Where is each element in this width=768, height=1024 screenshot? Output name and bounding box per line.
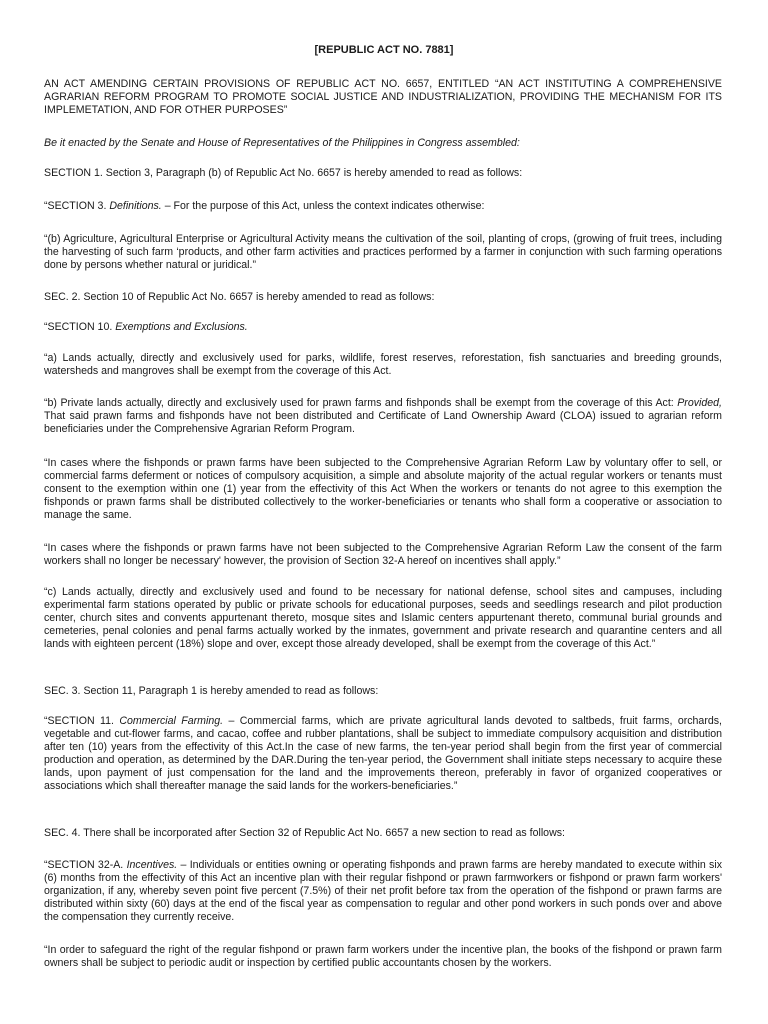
section-4: SEC. 4. There shall be incorporated after Section 32 of Republic Act No. 6657 a new section to read as follows: — [44, 827, 565, 839]
section-11-label: “SECTION 11. — [44, 715, 120, 727]
act-title: [REPUBLIC ACT NO. 7881] — [314, 44, 454, 56]
section-32a-safeguard: “In order to safeguard the right of the regular fishpond or prawn farm workers under the incentive plan, the books of the fishpond or prawn farm owners shall be subject to periodic audit or inspection by certified public accountants chosen by the workers. — [44, 944, 722, 969]
section-32a — [44, 859, 722, 924]
section-10-cases-subjected: “In cases where the fishponds or prawn farms have been subjected to the Comprehensive Agrarian Reform Law by voluntary offer to sell, or commercial farms deferment or notices of compulsory acquisition, a simple and absolute majority of the actual regular workers or tenants must consent to the exemption within one (1) year from the effectivity of this Act When the workers or tenants do not agree to this exemption the fishponds or prawn farms shall be distributed collectively to the worker-beneficiaries or tenants who shall form a cooperative or association to manage the same. — [44, 457, 722, 521]
section-32a-text: – Individuals or entities owning or operating fishponds and prawn farms are hereby mandated to execute within six (6) months from the effectivity of this Act an incentive plan with their regular fishpond or prawn farmworkers or fishpond or prawn farm workers' organization, if any, whereby seven point five percent (7.5%) of their net profit before tax from the operation of the fishpond or prawn farms are distributed within sixty (60) days at the end of the fiscal year as compensation to regular and other pond workers in such ponds over and above the compensation they currently receive. — [44, 859, 723, 923]
section-3-paragraph-b: “(b) Agriculture, Agricultural Enterprise or Agricultural Activity means the cultivation of the soil, planting of crops, (growing of fruit trees, including the harvesting of such farm ‘products, and other farm activities and practices performed by a farmer in conjunction with such farming operations done by persons whether natural or juridical.” — [44, 233, 722, 271]
section-10-b-provided: Provided, — [677, 397, 722, 409]
section-10-paragraph-b — [44, 397, 722, 436]
section-3-title: Definitions. — [109, 200, 162, 212]
section-32a-title: Incentives. — [126, 859, 178, 871]
section-3-amendment: SEC. 3. Section 11, Paragraph 1 is hereby amended to read as follows: — [44, 685, 379, 697]
section-3-heading — [44, 200, 722, 213]
section-10-paragraph-c: “c) Lands actually, directly and exclusively used and found to be necessary for national defense, school sites and campuses, including experimental farm stations operated by public or private schools for educational purposes, seeds and seedlings research and pilot production center, church sites and convents appurtenant thereto, mosque sites and Islamic centers appurtenant thereto, communal burial grounds and cemeteries, penal colonies and penal farms actually worked by the inmates, government and private research and quarantine centers and all lands with eighteen percent (18%) slope and over, except those already developed, shall be exempt from the coverage of this Act.” — [44, 586, 722, 650]
section-1: SECTION 1. Section 3, Paragraph (b) of Republic Act No. 6657 is hereby amended to read as follows: — [44, 167, 523, 179]
act-heading: AN ACT AMENDING CERTAIN PROVISIONS OF REPUBLIC ACT NO. 6657, ENTITLED “AN ACT INSTITUTING A COMPREHENSIVE AGRARIAN REFORM PROGRAM TO PROMOTE SOCIAL JUSTICE AND INDUSTRIALIZATION, PROVIDING THE MECHANISM FOR ITS IMPLEMETATION, AND FOR OTHER PURPOSES” — [44, 78, 722, 116]
section-11 — [44, 715, 722, 792]
section-10-heading — [44, 321, 722, 334]
section-11-text: – Commercial farms, which are private agricultural lands devoted to saltbeds, fruit farms, orchards, vegetable and cut-flower farms, and cacao, coffee and rubber plantations, shall be subject to immediate compulsory acquisition and distribution after ten (10) years from the effectivity of this Act.In the case of new farms, the ten-year period shall begin from the first year of commercial production and operation, as determined by the DAR.During the ten-year period, the Government shall initiate steps necessary to acquire these lands, upon payment of just compensation for the land and the improvements thereon, preferably in favor of organized cooperatives or associations which shall thereafter manage the said lands for the workers-beneficiaries.” — [44, 715, 722, 792]
section-10-title: Exemptions and Exclusions. — [115, 321, 248, 333]
enacting-clause: Be it enacted by the Senate and House of Representatives of the Philippines in Congress assembled: — [44, 137, 520, 149]
section-10-cases-not-subjected: “In cases where the fishponds or prawn farms have not been subjected to the Comprehensive Agrarian Reform Law the consent of the farm workers shall no longer be necessary' however, the provision of Section 32-A hereof on incentives shall apply.” — [44, 542, 722, 567]
section-32a-label: “SECTION 32-A. — [44, 859, 127, 871]
section-3-intro: – For the purpose of this Act, unless the context indicates otherwise: — [161, 200, 485, 212]
section-11-title: Commercial Farming. — [119, 715, 224, 727]
section-10-label: “SECTION 10. — [44, 321, 116, 333]
section-10-b-proviso: That said prawn farms and fishponds have not been distributed and Certificate of Land Ownership Award (CLOA) issued to agrarian reform beneficiaries under the Comprehensive Agrarian Reform Program. — [44, 409, 722, 435]
section-10-paragraph-a: “a) Lands actually, directly and exclusively used for parks, wildlife, forest reserves, reforestation, fish sanctuaries and breeding grounds, watersheds and mangroves shall be exempt from the coverage of this Act. — [44, 352, 722, 377]
section-10-b-text: “b) Private lands actually, directly and exclusively used for prawn farms and fishponds shall be exempt from the coverage of this Act: — [44, 397, 678, 409]
section-3-label: “SECTION 3. — [44, 200, 110, 212]
section-2: SEC. 2. Section 10 of Republic Act No. 6657 is hereby amended to read as follows: — [44, 291, 435, 303]
